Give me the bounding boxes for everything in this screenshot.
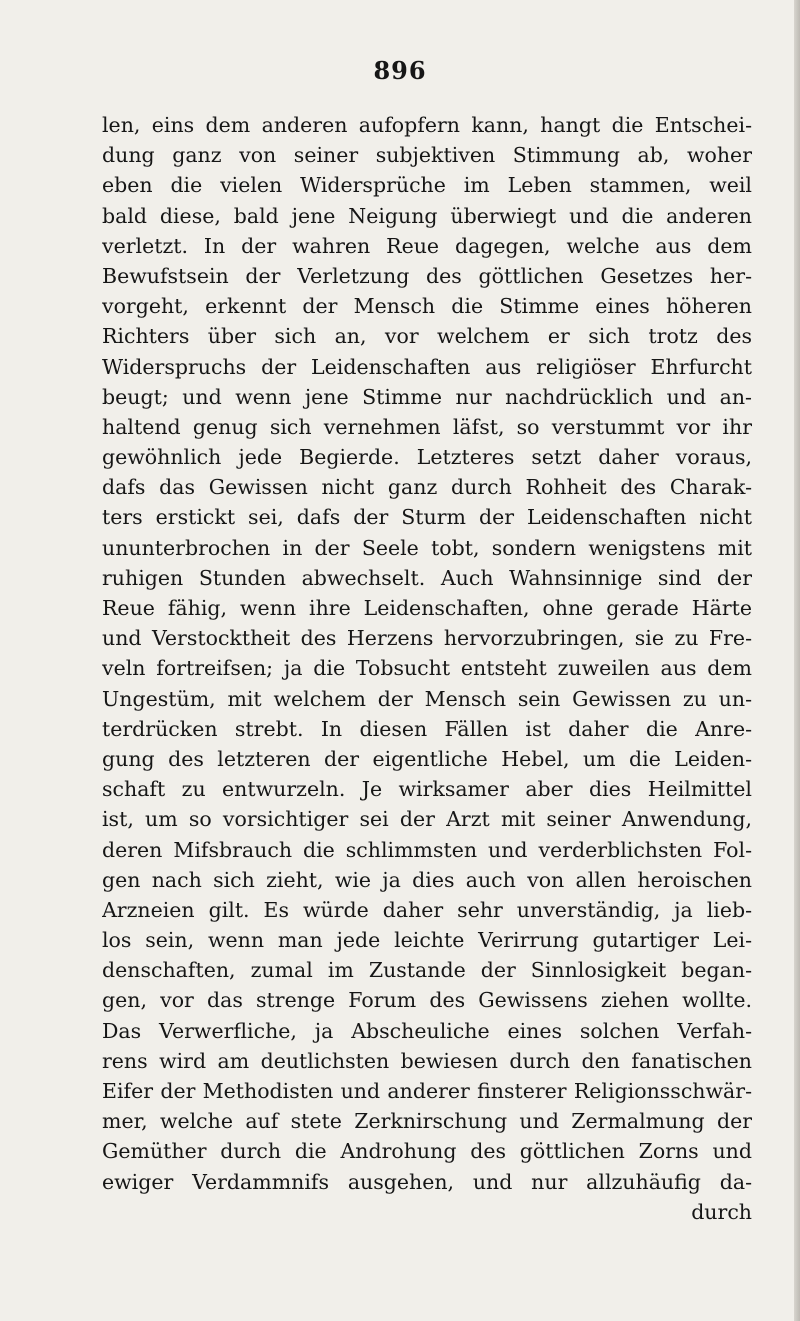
text-line: eben die vielen Widersprüche im Leben stammen, weil [102,173,752,198]
text-line: beugt; und wenn jene Stimme nur nachdrücklich und an- [102,384,752,409]
text-line: ist, um so vorsichtiger sei der Arzt mit seiner Anwendung, [102,807,752,832]
text-line: denschaften, zumal im Zustande der Sinnlosigkeit began- [102,958,752,983]
text-line: gen, vor das strenge Forum des Gewissens ziehen wollte. [102,988,752,1013]
text-line: deren Mifsbrauch die schlimmsten und verderblichsten Fol- [102,837,752,862]
text-line: len, eins dem anderen aufopfern kann, hangt die Entschei- [102,113,752,137]
text-line: Arzneien gilt. Es würde daher sehr unverständig, ja lieb- [102,897,752,922]
text-line: Das Verwerfliche, ja Abscheuliche eines solchen Verfah- [102,1018,752,1043]
text-line: Richters über sich an, vor welchem er sich trotz des [102,324,752,349]
text-line: mer, welche auf stete Zerknirschung und Zermalmung der [102,1109,752,1134]
text-line: Gemüther durch die Androhung des göttlichen Zorns und [102,1139,752,1164]
catchword-line: durch [691,1199,752,1224]
text-line: dafs das Gewissen nicht ganz durch Rohheit des Charak- [102,475,752,500]
text-line: und Verstocktheit des Herzens hervorzubringen, sie zu Fre- [102,626,752,651]
text-line: ewiger Verdammnifs ausgehen, und nur allzuhäufig da- [102,1169,752,1194]
text-line: ruhigen Stunden abwechselt. Auch Wahnsinnige sind der [102,565,752,590]
text-line: terdrücken strebt. In diesen Fällen ist daher die Anre- [102,716,752,741]
text-line: los sein, wenn man jede leichte Verirrung gutartiger Lei- [102,928,752,953]
text-line: Eifer der Methodisten und anderer finsterer Religionsschwär- [102,1079,752,1103]
text-line: Reue fähig, wenn ihre Leidenschaften, ohne gerade Härte [102,596,752,620]
text-line: vorgeht, erkennt der Mensch die Stimme eines höheren [102,294,752,319]
body-text [102,110,752,1227]
text-line: Bewufstsein der Verletzung des göttlichen Gesetzes her- [102,263,752,288]
text-line: dung ganz von seiner subjektiven Stimmung ab, woher [102,143,752,168]
text-line: ters erstickt sei, dafs der Sturm der Leidenschaften nicht [102,505,752,530]
text-line: haltend genug sich vernehmen läfst, so verstummt vor ihr [102,414,752,439]
text-line: schaft zu entwurzeln. Je wirksamer aber dies Heilmittel [102,777,752,802]
text-line: gewöhnlich jede Begierde. Letzteres setzt daher voraus, [102,445,752,470]
page-edge [794,0,800,1321]
text-line: Ungestüm, mit welchem der Mensch sein Gewissen zu un- [102,686,752,711]
text-line: bald diese, bald jene Neigung überwiegt und die anderen [102,203,752,228]
text-line: rens wird am deutlichsten bewiesen durch den fanatischen [102,1048,752,1073]
text-line: ununterbrochen in der Seele tobt, sondern wenigstens mit [102,535,752,560]
text-line: gung des letzteren der eigentliche Hebel, um die Leiden- [102,746,752,771]
text-line: verletzt. In der wahren Reue dagegen, welche aus dem [102,233,752,258]
text-line: gen nach sich zieht, wie ja dies auch von allen heroischen [102,867,752,892]
page-number: 896 [373,56,427,85]
text-line: veln fortreifsen; ja die Tobsucht entsteht zuweilen aus dem [102,656,752,681]
text-line: Widerspruchs der Leidenschaften aus religiöser Ehrfurcht [102,354,752,379]
